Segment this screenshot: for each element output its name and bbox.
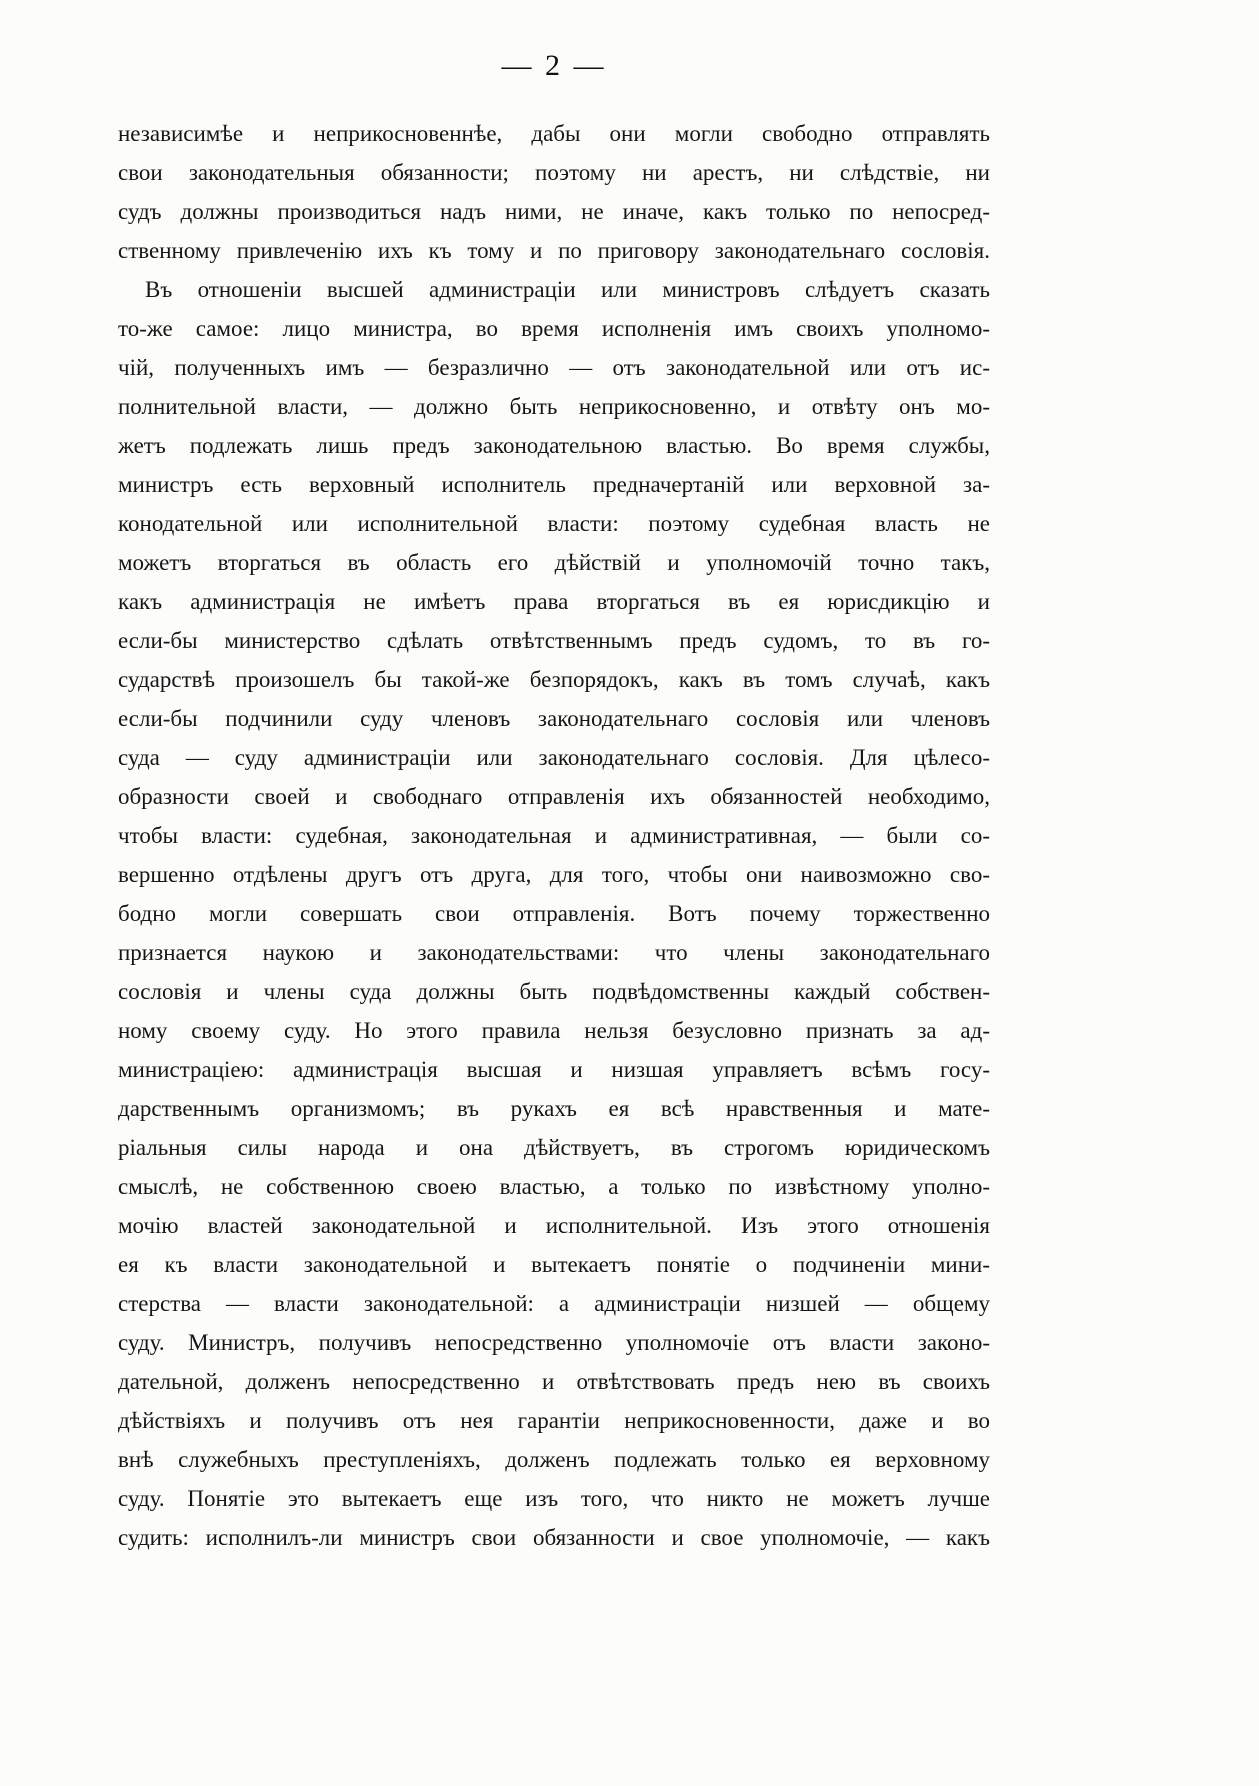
- text-line: министръ есть верховный исполнитель предначертаній или верховной за-: [118, 472, 990, 497]
- text-line: ственному привлеченію ихъ къ тому и по приговору законодательнаго сословія.: [118, 238, 990, 263]
- text-line: образности своей и свободнаго отправленія ихъ обязанностей необходимо,: [118, 784, 990, 809]
- text-line: ному своему суду. Но этого правила нельзя безусловно признать за ад-: [118, 1018, 990, 1043]
- text-line: дарственнымъ организмомъ; въ рукахъ ея всѣ нравственныя и мате-: [118, 1096, 990, 1121]
- text-line: чій, полученныхъ имъ — безразлично — отъ законодательной или отъ ис-: [118, 355, 990, 380]
- text-line: министраціею: администрація высшая и низшая управляетъ всѣмъ госу-: [118, 1057, 990, 1082]
- text-line: сословія и члены суда должны быть подвѣдомственны каждый собствен-: [118, 979, 990, 1004]
- text-line: если-бы министерство сдѣлать отвѣтственнымъ предъ судомъ, то въ го-: [118, 628, 990, 653]
- text-line: чтобы власти: судебная, законодательная и административная, — были со-: [118, 823, 990, 848]
- page-number: — 2 —: [501, 49, 607, 82]
- text-line: судить: исполнилъ-ли министръ свои обязанности и свое уполномочіе, — какъ: [118, 1525, 990, 1550]
- text-line: Въ отношеніи высшей администраціи или министровъ слѣдуетъ сказать: [145, 277, 990, 302]
- text-line: ея къ власти законодательной и вытекаетъ понятіе о подчиненіи мини-: [118, 1252, 990, 1277]
- text-line: вершенно отдѣлены другъ отъ друга, для того, чтобы они наивозможно сво-: [118, 862, 990, 887]
- text-line: полнительной власти, — должно быть неприкосновенно, и отвѣту онъ мо-: [118, 394, 990, 419]
- text-line: суду. Министръ, получивъ непосредственно уполномочіе отъ власти законо-: [118, 1330, 990, 1355]
- text-line: жетъ подлежать лишь предъ законодательною властью. Во время службы,: [118, 433, 990, 458]
- text-line: дѣйствіяхъ и получивъ отъ нея гарантіи неприкосновенности, даже и во: [118, 1408, 990, 1433]
- text-line: то-же самое: лицо министра, во время исполненія имъ своихъ уполномо-: [118, 316, 990, 341]
- text-line: если-бы подчинили суду членовъ законодательнаго сословія или членовъ: [118, 706, 990, 731]
- paragraph-2: [118, 270, 990, 1557]
- text-line: мочію властей законодательной и исполнительной. Изъ этого отношенія: [118, 1213, 990, 1238]
- text-line: независимѣе и неприкосновеннѣе, дабы они могли свободно отправлять: [118, 121, 990, 146]
- text-line: признается наукою и законодательствами: что члены законодательнаго: [118, 940, 990, 965]
- text-line: внѣ служебныхъ преступленіяхъ, долженъ подлежать только ея верховному: [118, 1447, 990, 1472]
- body-text: [118, 114, 990, 1557]
- text-line: сударствѣ произошелъ бы такой-же безпорядокъ, какъ въ томъ случаѣ, какъ: [118, 667, 990, 692]
- text-line: какъ администрація не имѣетъ права вторгаться въ ея юрисдикцію и: [118, 589, 990, 614]
- text-line: дательной, долженъ непосредственно и отвѣтствовать предъ нею въ своихъ: [118, 1369, 990, 1394]
- text-line: свои законодательныя обязанности; поэтому ни арестъ, ни слѣдствіе, ни: [118, 160, 990, 185]
- paragraph-1: [118, 114, 990, 270]
- text-line: можетъ вторгаться въ область его дѣйствій и уполномочій точно такъ,: [118, 550, 990, 575]
- text-line: стерства — власти законодательной: а администраціи низшей — общему: [118, 1291, 990, 1316]
- text-line: судъ должны производиться надъ ними, не иначе, какъ только по непосред-: [118, 199, 990, 224]
- text-line: суду. Понятіе это вытекаетъ еще изъ того, что никто не можетъ лучше: [118, 1486, 990, 1511]
- text-line: суда — суду администраціи или законодательнаго сословія. Для цѣлесо-: [118, 745, 990, 770]
- text-line: бодно могли совершать свои отправленія. Вотъ почему торжественно: [118, 901, 990, 926]
- text-line: ріальныя силы народа и она дѣйствуетъ, въ строгомъ юридическомъ: [118, 1135, 990, 1160]
- text-line: конодательной или исполнительной власти: поэтому судебная власть не: [118, 511, 990, 536]
- text-line: смыслѣ, не собственною своею властью, а только по извѣстному уполно-: [118, 1174, 990, 1199]
